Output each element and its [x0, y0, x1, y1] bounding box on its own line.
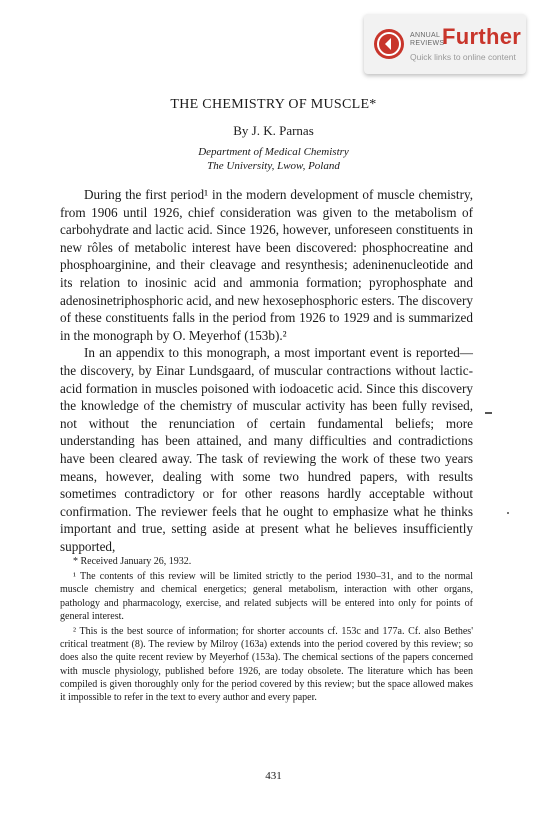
margin-dot	[507, 512, 509, 514]
footnote-1: ¹ The contents of this review will be limited strictly to the period 1930–31, and to the normal muscle chemistry and chemical energetics; general metabolism, interaction with other organs, pathology and pharmacology, exercise, and related subjects will be entered into only for points of general interest.	[60, 571, 473, 622]
page-number: 431	[265, 770, 282, 782]
margin-mark	[485, 412, 492, 414]
article-body	[60, 186, 473, 555]
badge-reviews: REVIEWS	[410, 40, 445, 47]
department: Department of Medical Chemistry	[198, 146, 349, 158]
footnote-received: * Received January 26, 1932.	[73, 556, 192, 567]
badge-further-label[interactable]: Further	[442, 24, 522, 49]
article-title: THE CHEMISTRY OF MUSCLE*	[170, 97, 377, 112]
footnote-2: ² This is the best source of information; for shorter accounts cf. 153c and 177a. Cf. also Bethes' critical treatment (8). The review by Milroy (163a) extends into the period covered by this review; so does also the quite recent review by Meyerhof (153a). The chemical sections of the papers concerned with muscle physiology, published before 1926, are today obsolete. The literature which has been compiled is given thoroughly only for the period covered by this review; but the space allowed makes it impossible to refer in the text to every author and every paper.	[60, 626, 473, 704]
annual-reviews-logo-icon	[374, 29, 404, 59]
author-affiliation	[0, 145, 547, 173]
badge-subtitle[interactable]: Quick links to online content	[410, 52, 516, 62]
university: The University, Lwow, Poland	[207, 160, 340, 172]
further-badge[interactable]	[364, 14, 526, 74]
annual-reviews-wordmark	[410, 32, 444, 48]
article-author: By J. K. Parnas	[233, 123, 314, 138]
badge-annual: ANNUAL	[410, 32, 441, 39]
footnotes	[60, 555, 473, 706]
paragraph: During the first period¹ in the modern development of muscle chemistry, from 1906 until 1926, chief consideration was given to the metabolism of carbohydrate and lactic acid. Since 1926, however, unforeseen constituents in new rôles of metabolic interest have been discovered: phosphocreatine and phosphoarginine, and their cleavage and resynthesis; adeninenucleotide and its relation to inosinic acid and ammonia formation; pyrophosphate and adenosinetriphosphoric acid, and new hexosephosphoric esters. The discovery of these constituents falls in the period from 1926 to 1929 and is summarized in the monograph by O. Meyerhof (153b).²	[60, 187, 473, 343]
paragraph: In an appendix to this monograph, a most important event is reported—the discovery, by Einar Lundsgaard, of muscular contractions without lactic-acid formation in muscles poisoned with iodoacetic acid. Since this discovery the knowledge of the chemistry of muscular activity has been fully revised, not without the renunciation of certain fundamental beliefs; more understanding has been attained, and many difficulties and contradictions have been cleared away. The task of reviewing the work of these two years means, however, dealing with some two hundred papers, with results sometimes contradictory or for other reasons hardly acceptable without confirmation. The reviewer feels that he ought to emphasize what he thinks important and true, setting aside at present what he believes insufficiently supported,	[60, 345, 473, 554]
